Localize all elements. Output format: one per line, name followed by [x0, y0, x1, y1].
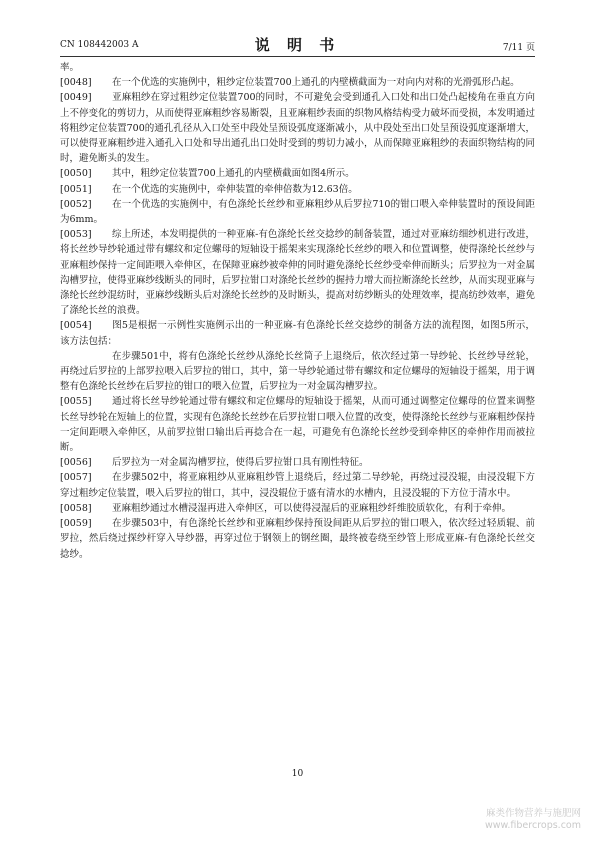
paragraph-number: [0058] — [60, 502, 92, 514]
paragraph-text: 率。 — [60, 62, 80, 73]
page-header — [60, 34, 535, 56]
paragraph — [60, 90, 535, 166]
paragraph-number: [0057] — [60, 472, 92, 484]
paragraph-text: 其中，粗纱定位装置700上通孔的内壁横截面如图4所示。 — [112, 168, 355, 180]
paragraph — [60, 455, 535, 470]
paragraph-text: 后罗拉为一对金属沟槽罗拉，使得后罗拉钳口具有刚性特征。 — [112, 457, 369, 469]
paragraph-text: 通过将长丝导纱轮通过带有螺纹和定位螺母的短轴设于摇架，从而可通过调整定位螺母的位置来调整长丝导纱轮在短轴上的位置，实现有色涤纶长丝纱在后罗拉钳口喂入位置的改变，使得涤纶长丝纱与亚麻粗纱保持一定间距喂入牵伸区，从前罗拉钳口输出后再捻合在一起，可避免有色涤纶长丝纱受到牵伸区的牵伸作用而被拉断。 — [60, 396, 536, 454]
paragraph-number: [0055] — [60, 396, 92, 408]
paragraph-text: 在一个优选的实施例中，牵伸装置的牵伸倍数为12.63倍。 — [112, 183, 358, 195]
watermark-site-name: 麻类作物营养与施肥网 — [485, 808, 581, 819]
paragraph-number: [0051] — [60, 183, 92, 195]
paragraph-text: 综上所述，本发明提供的一种亚麻-有色涤纶长丝交捻纱的制备装置，通过对亚麻纺细纱机进行改进，将长丝纱导纱轮通过带有螺纹和定位螺母的短轴设于摇架来实现涤纶长丝纱的喂入和位置调整，使得涤纶长丝纱与亚麻粗纱保持一定间距喂入牵伸区，在保障亚麻纱被牵伸的同时避免涤纶长丝纱受牵伸而断头；后罗拉为一对金属沟槽罗拉，使得亚麻纱线断头的同时，后罗拉钳口对涤纶长丝纱的握持力增大而拉断涤纶长丝纱，从而实现亚麻与涤纶长丝纱混纺时，亚麻纱线断头后对涤纶长丝纱的及时断头，提高对纺纱断头的处理效率，提高纺纱效率，避免了涤纶长丝的浪费。 — [60, 229, 536, 317]
paragraph — [60, 166, 535, 181]
paragraph-text: 在步骤503中，有色涤纶长丝纱和亚麻粗纱保持预设间距从后罗拉的钳口喂入，依次经过轻质辊、前罗拉，然后绕过探纱杆穿入导纱器，再穿过位于钢领上的钢丝圈，最终被卷绕至纱管上形成亚麻-有色涤纶长丝交捻纱。 — [60, 518, 535, 560]
paragraph-number: [0052] — [60, 198, 92, 210]
page-of-total: 7/11 页 — [502, 43, 535, 53]
document-title: 说 明 书 — [254, 36, 341, 54]
paragraph-number: [0053] — [60, 229, 92, 241]
description-body — [60, 60, 535, 562]
paragraph — [60, 197, 535, 227]
header-divider — [60, 56, 535, 57]
paragraph — [60, 394, 535, 455]
paragraph — [60, 182, 535, 197]
paragraph — [60, 318, 535, 348]
paragraph-number: [0059] — [60, 518, 92, 530]
paragraph-text: 亚麻粗纱通过水槽浸湿再进入牵伸区，可以使得浸湿后的亚麻粗纱纤维胶质软化，有利于牵伸。 — [112, 502, 512, 514]
paragraph — [60, 349, 535, 395]
watermark — [485, 808, 581, 832]
paragraph-number: [0056] — [60, 457, 92, 469]
paragraph-text: 在步骤501中，将有色涤纶长丝纱从涤纶长丝筒子上退绕后，依次经过第一导纱轮、长丝纱导丝轮，再绕过后罗拉的上部罗拉喂入后罗拉的钳口，其中，第一导纱轮通过带有螺纹和定位螺母的短轴设于摇架，用于调整有色涤纶长丝纱在后罗拉的钳口的喂入位置，后罗拉为一对金属沟槽罗拉。 — [60, 350, 536, 393]
paragraph-text: 亚麻粗纱在穿过粗纱定位装置700的同时，不可避免会受到通孔入口处和出口处凸起棱角在垂直方向上不停变化的剪切力，从而使得亚麻粗纱容易断裂，且亚麻粗纱表面的织物风格结构受力破坏而受损，本发明通过将粗纱定位装置700的通孔孔径从入口处至中段处呈预设弧度逐渐减小，从中段处至出口处呈预设弧度逐渐增大，可以使得亚麻粗纱进入通孔入口处和导出通孔出口处时受到的剪切力减小，从而保障亚麻粗纱的表面织物结构的同时，避免断头的发生。 — [60, 92, 536, 165]
paragraph — [60, 60, 535, 75]
paragraph — [60, 516, 535, 562]
publication-number: CN 108442003 A — [60, 40, 139, 50]
paragraph — [60, 75, 535, 90]
paragraph-number: [0054] — [60, 320, 92, 332]
paragraph — [60, 227, 535, 318]
paragraph-number: [0050] — [60, 168, 92, 180]
paragraph — [60, 501, 535, 516]
paragraph-text: 在一个优选的实施例中，粗纱定位装置700上通孔的内壁横截面为一对向内对称的光滑弧形凸起。 — [112, 77, 520, 89]
watermark-url: www.fibercrops.com — [484, 820, 581, 831]
page-number: 10 — [291, 769, 304, 779]
paragraph-text: 在一个优选的实施例中，有色涤纶长丝纱和亚麻粗纱从后罗拉710的钳口喂入牵伸装置时的预设间距为6mm。 — [60, 198, 535, 226]
paragraph — [60, 470, 535, 500]
paragraph-number: [0048] — [60, 77, 92, 89]
paragraph-number: [0049] — [60, 92, 92, 104]
paragraph-text: 在步骤502中，将亚麻粗纱从亚麻粗纱管上退绕后，经过第二导纱轮，再绕过浸没辊，由浸没辊下方穿过粗纱定位装置，喂入后罗拉的钳口，其中，浸没辊位于盛有清水的水槽内，且浸没辊的下方位于清水中。 — [60, 472, 535, 499]
paragraph-text: 图5是根据一示例性实施例示出的一种亚麻-有色涤纶长丝交捻纱的制备方法的流程图，如图5所示，该方法包括： — [60, 320, 535, 347]
